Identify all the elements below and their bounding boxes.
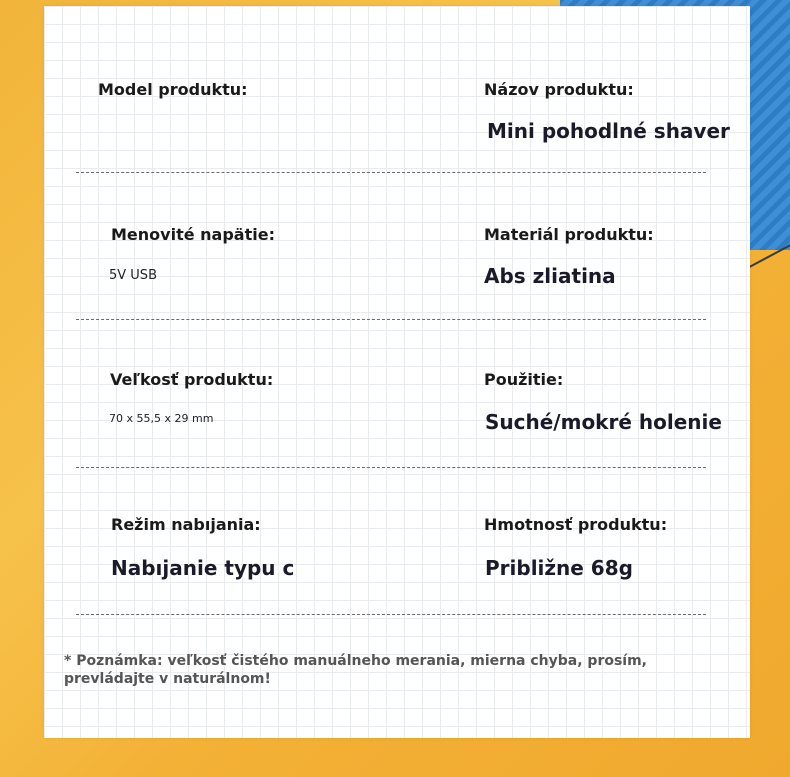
- voltage-value: 5V USB: [109, 268, 157, 283]
- divider: [76, 614, 706, 615]
- charging-mode-label: Režim nabıjania:: [111, 515, 261, 534]
- material-value: Abs zliatina: [484, 264, 616, 288]
- weight-value: Približne 68g: [485, 556, 633, 580]
- measurement-note: * Poznámka: veľkosť čistého manuálneho merania, mierna chyba, prosím, prevládajte v naturálnom!: [64, 653, 648, 687]
- usage-label: Použitie:: [484, 370, 564, 389]
- weight-label: Hmotnosť produktu:: [484, 515, 668, 534]
- product-name-label: Názov produktu:: [484, 80, 634, 99]
- material-label: Materiál produktu:: [484, 225, 654, 244]
- divider: [76, 467, 706, 468]
- product-name-value: Mini pohodlné shaver: [487, 119, 730, 143]
- size-label: Veľkosť produktu:: [110, 370, 274, 389]
- divider: [76, 172, 706, 173]
- model-label: Model produktu:: [98, 80, 248, 99]
- charging-mode-value: Nabıjanie typu c: [111, 556, 295, 580]
- spec-card: [44, 6, 750, 738]
- divider: [76, 319, 706, 320]
- size-value: 70 x 55,5 x 29 mm: [109, 412, 214, 425]
- usage-value: Suché/mokré holenie: [485, 410, 722, 434]
- voltage-label: Menovité napätie:: [111, 225, 275, 244]
